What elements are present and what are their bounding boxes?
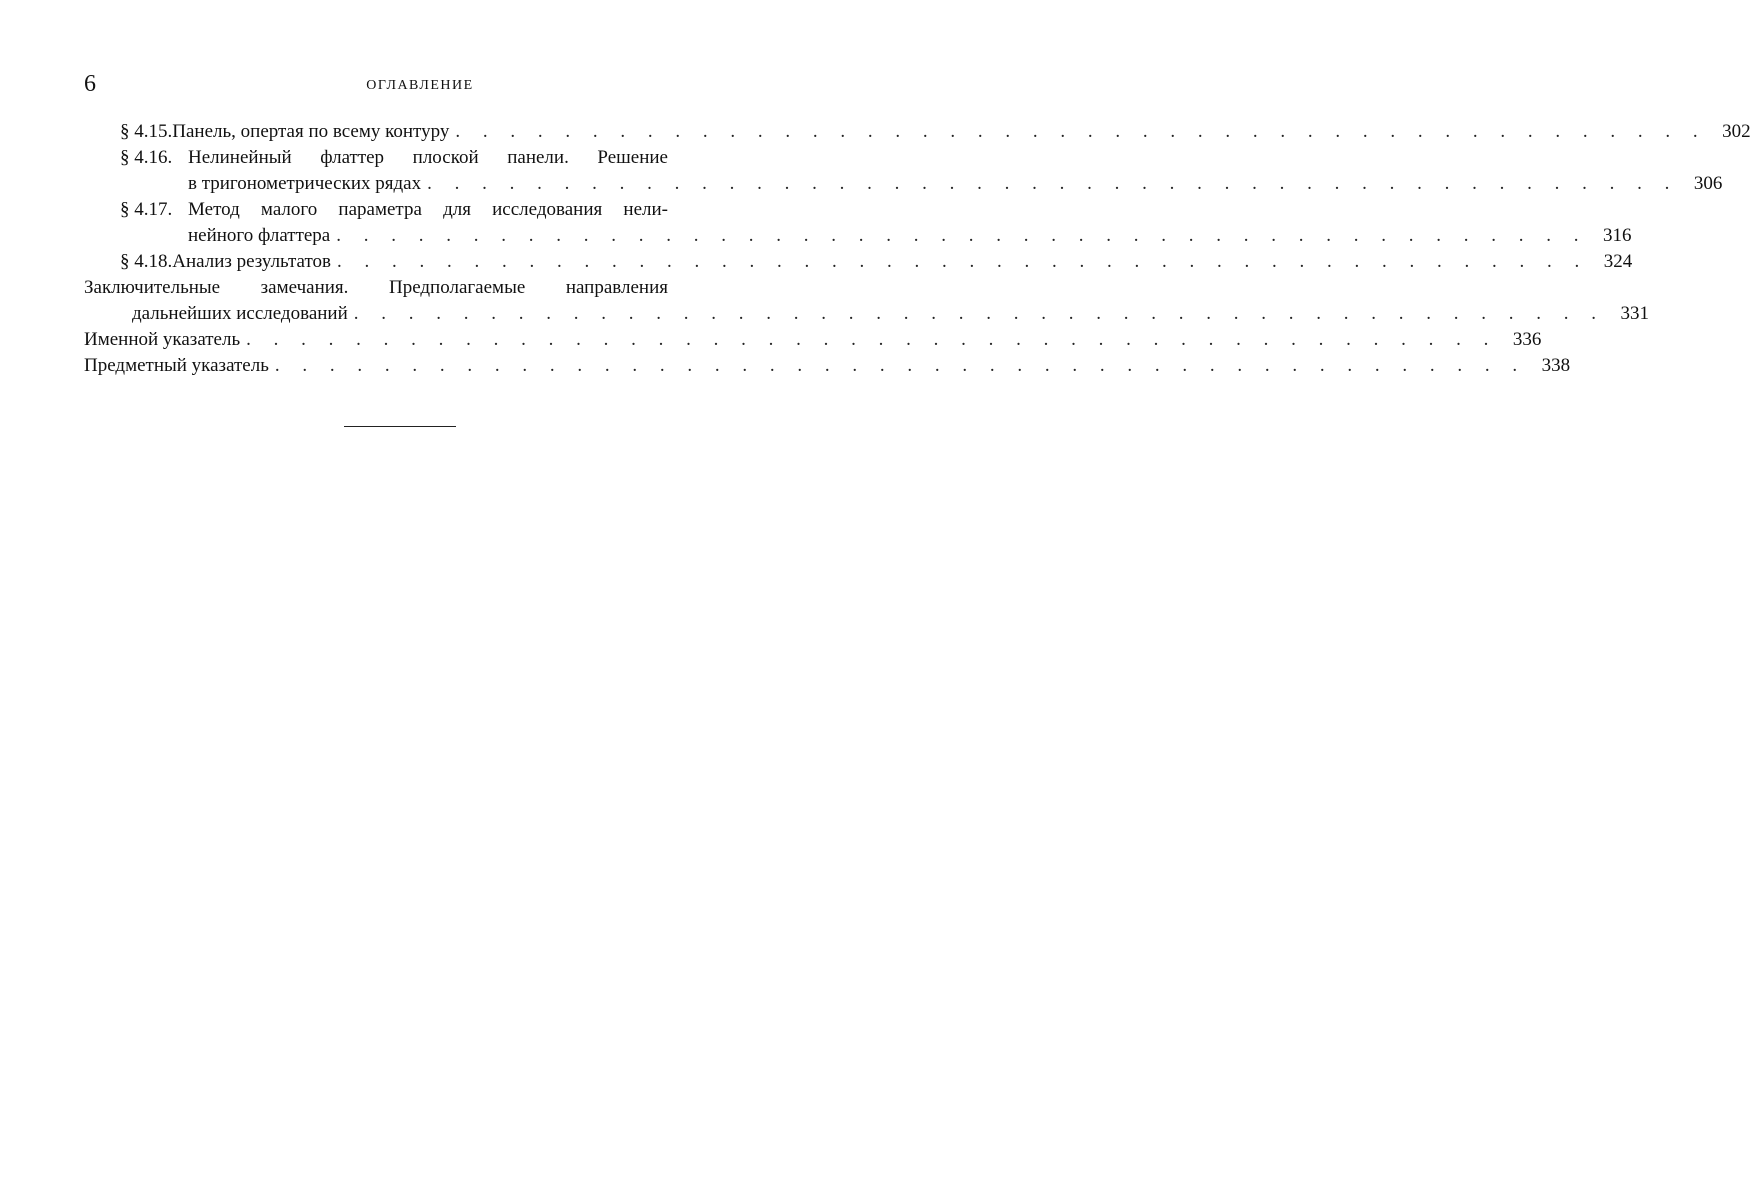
- page-reference: 331: [1620, 303, 1650, 324]
- page-reference: 316: [1603, 225, 1632, 246]
- toc-entry-subject-index: [84, 353, 1571, 379]
- section-title: Анализ результатов: [172, 251, 332, 272]
- dot-leader: . . . . . . . . . . . . . . . . . . . . . . . . . . . . . . . . . . . . . . . . . . . . . .: [337, 251, 1589, 272]
- page-reference: 306: [1693, 173, 1723, 194]
- dot-leader: . . . . . . . . . . . . . . . . . . . . . . . . . . . . . . . . . . . . . . . . . . . . . .: [455, 121, 1707, 142]
- dot-leader: . . . . . . . . . . . . . . . . . . . . . . . . . . . . . . . . . . . . . . . . . . . . . .: [274, 355, 1527, 376]
- toc-entry-4-18: [84, 249, 1633, 275]
- page-reference: 324: [1603, 251, 1633, 272]
- section-title-line1: Нелинейный флаттер плоской панели. Решение: [188, 147, 668, 168]
- page-reference: 302: [1722, 121, 1751, 142]
- index-title: Предметный указатель: [84, 355, 269, 376]
- page-reference: 336: [1512, 329, 1542, 350]
- section-title-line2: в тригонометрических рядах: [188, 173, 422, 194]
- chapter-title-line1: Заключительные замечания. Предполагаемые направления: [84, 277, 668, 298]
- section-number: § 4.15.: [120, 121, 173, 142]
- page-number: 6: [84, 71, 96, 97]
- running-head: ОГЛАВЛЕНИЕ: [366, 78, 474, 93]
- toc-entry-4-17: [84, 197, 1632, 249]
- toc-entry-name-index: [84, 327, 1542, 353]
- table-of-contents: [84, 119, 1751, 379]
- section-title: Панель, опертая по всему контуру: [172, 121, 450, 142]
- section-number: § 4.17.: [120, 199, 173, 220]
- dot-leader: . . . . . . . . . . . . . . . . . . . . . . . . . . . . . . . . . . . . . . . . . . . . . .: [353, 303, 1606, 324]
- section-number: § 4.16.: [120, 147, 173, 168]
- toc-entry-closing-remarks: [84, 275, 1650, 327]
- section-title-line2: нейного флаттера: [188, 225, 331, 246]
- section-title-line1: Метод малого параметра для исследования нели-: [188, 199, 668, 220]
- dot-leader: . . . . . . . . . . . . . . . . . . . . . . . . . . . . . . . . . . . . . . . . . . . . . .: [246, 329, 1498, 350]
- page-reference: 338: [1541, 355, 1571, 376]
- index-title: Именной указатель: [84, 329, 241, 350]
- toc-entry-4-16: [84, 145, 1723, 197]
- toc-entry-4-15: [84, 119, 1751, 145]
- dot-leader: . . . . . . . . . . . . . . . . . . . . . . . . . . . . . . . . . . . . . . . . . . . . . .: [336, 225, 1588, 246]
- closing-rule: [344, 426, 456, 427]
- chapter-title-line2: дальнейших исследований: [132, 303, 348, 324]
- dot-leader: . . . . . . . . . . . . . . . . . . . . . . . . . . . . . . . . . . . . . . . . . . . . . .: [427, 173, 1679, 194]
- section-number: § 4.18.: [120, 251, 173, 272]
